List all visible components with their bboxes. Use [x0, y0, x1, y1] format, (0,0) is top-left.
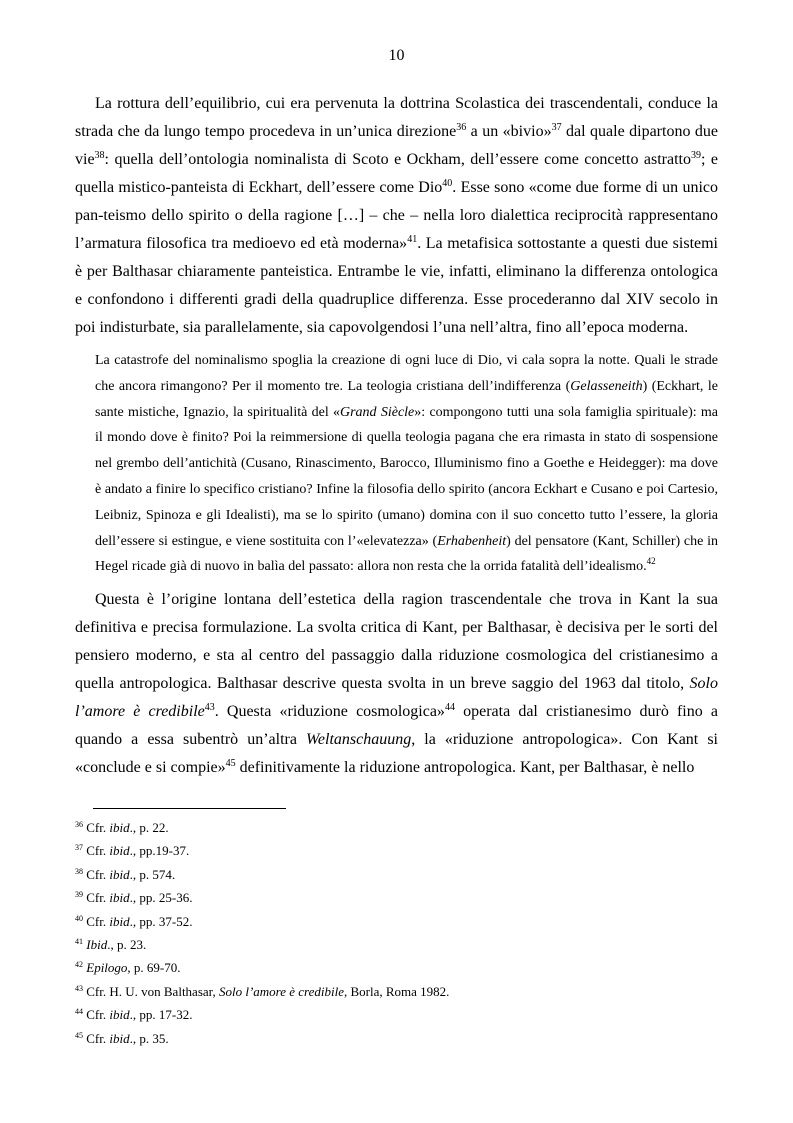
- footnote-text: ., p. 574.: [129, 866, 176, 882]
- footnote: [75, 863, 718, 886]
- block-quote: [95, 348, 718, 580]
- footnote-number: 43: [75, 983, 83, 993]
- text-span: definitivamente la riduzione antropologica. Kant, per Balthasar, è nello: [235, 759, 695, 777]
- footnote-separator: [93, 808, 286, 809]
- footnote-number: 36: [75, 820, 83, 829]
- text-span: La catastrofe del nominalismo spoglia la creazione di ogni luce di Dio, vi cala sopra la notte. Quali le strade che ancora rimangono? Per il momento tre. La teologia cristiana dell’indifferenza (: [95, 353, 718, 394]
- footnote-number: 45: [75, 1030, 83, 1040]
- footnotes: [75, 816, 718, 1050]
- footnote-text: ., p. 22.: [129, 820, 169, 835]
- text-span: operata dal cristianesimo durò fino a quando a essa subentrò un’altra: [75, 703, 719, 749]
- footnote-text: Cfr.: [86, 1007, 110, 1023]
- footnote-ref[interactable]: 38: [94, 150, 105, 161]
- footnote: [75, 1003, 718, 1026]
- footnote: [75, 839, 718, 862]
- footnote-number: 40: [75, 913, 83, 923]
- text-span: . Esse sono «come due forme di un unico pan-teismo dello spirito o della ragione […] – che – nella loro dialettica reciprocità rappresentano l’armatura filosofica tra medioevo ed età moderna»: [75, 179, 718, 252]
- footnote-italic: ibid: [109, 1007, 130, 1023]
- footnote-ref[interactable]: 39: [691, 150, 701, 161]
- page-number: 10: [388, 47, 405, 64]
- footnote-italic: ibid: [109, 913, 130, 929]
- footnote-text: ., pp. 17-32.: [129, 1007, 193, 1023]
- footnote-italic: Epilogo: [86, 960, 128, 976]
- footnote: [75, 1027, 718, 1050]
- footnote-italic: Ibid: [86, 937, 108, 953]
- footnote: [75, 933, 718, 956]
- text-span: ) (Eckhart, le sante mistiche, Ignazio, la spiritualità del «: [95, 378, 718, 420]
- italic-term: Erhabenheit: [437, 533, 507, 549]
- text-span: »: compongono tutti una sola famiglia spirituale): ma il mondo dove è finito? Poi la reimmersione di quella teologia pagana che era rimasta in stato di sospensione nel grembo dell’antichità (Cusano, Rinascimento, Barocco, Illuminismo fino a Goethe e Heidegger): ma dove è andato a finire lo specifico cristiano? Infine la filosofia dello spirito (ancora Eckhart e Cusano e poi Cartesio, Leibniz, Spinoza e gli Idealisti), ma se lo spirito (umano) domina con il suo concetto tutto l’essere, la gloria dell’essere si estingue, e viene sostituita con l’«elevatezza» (: [95, 404, 719, 549]
- text-span: ) del pensatore (Kant, Schiller) che in Hegel ricade già di nuovo in balìa del passato: allora non resta che la orrida fatalità dell’idealismo.: [95, 533, 718, 575]
- italic-term: Weltanschauung: [306, 731, 412, 749]
- footnote-ref[interactable]: 43: [204, 702, 215, 714]
- footnote-italic: Solo l’amore è credibile: [218, 983, 344, 999]
- footnote-number: 39: [75, 890, 83, 900]
- footnote-italic: ibid: [109, 1030, 130, 1046]
- italic-term: Gelasseneith: [570, 378, 643, 394]
- footnote-italic: ibid: [109, 890, 130, 906]
- footnote: [75, 980, 718, 1003]
- footnote-ref[interactable]: 37: [551, 122, 562, 133]
- text-span: Questa è l’origine lontana dell’estetica della ragion trascendentale che trova in Kant la sua definitiva e precisa formulazione. La svolta critica di Kant, per Balthasar, è decisiva per le sorti del pensiero moderno, e sta al centro del passaggio dalla riduzione cosmologica del cristianesimo a quella antropologica. Balthasar descrive questa svolta in un breve saggio del 1963 dal titolo,: [75, 591, 718, 693]
- footnote-ref[interactable]: 45: [225, 758, 236, 770]
- main-text: [75, 90, 718, 782]
- text-span: La rottura dell’equilibrio, cui era pervenuta la dottrina Scolastica dei trascendentali, conduce la strada che da lungo tempo procedeva in un’unica direzione: [75, 95, 718, 140]
- footnote-number: 41: [75, 937, 83, 947]
- text-span: dal quale dipartono due vie: [75, 123, 718, 168]
- footnote-ref[interactable]: 41: [407, 234, 418, 245]
- italic-term: Grand Siècle: [340, 404, 415, 420]
- footnote-ref[interactable]: 36: [456, 122, 467, 133]
- text-span: . La metafisica sottostante a questi due sistemi è per Balthasar chiaramente panteistica. Entrambe le vie, infatti, eliminano la differenza ontologica e confondono i differenti gradi della quadruplice differenza. Esse procederanno dal XIV secolo in poi indisturbate, sia parallelamente, sia capovolgendosi l’una nell’altra, fino all’epoca moderna.: [75, 235, 719, 336]
- footnote-number: 38: [75, 866, 83, 876]
- footnote: [75, 910, 718, 933]
- paragraph-1: [75, 90, 718, 342]
- text-span: a un «bivio»: [466, 123, 552, 140]
- footnote-text: Cfr.: [86, 1030, 110, 1046]
- text-span: . Questa «riduzione cosmologica»: [214, 703, 445, 721]
- footnote-text: Cfr.: [86, 843, 110, 859]
- footnote-text: ., p. 23.: [107, 937, 147, 953]
- paragraph-2: [75, 586, 718, 782]
- footnote-number: 37: [75, 843, 83, 853]
- footnote-text: Cfr. H. U. von Balthasar,: [86, 983, 219, 999]
- footnote-italic: ibid: [109, 866, 130, 882]
- text-span: , la «riduzione antropologica». Con Kant si «conclude e si compie»: [75, 731, 718, 777]
- footnote-text: , Borla, Roma 1982.: [344, 983, 450, 999]
- footnote-text: Cfr.: [86, 913, 110, 929]
- footnote-text: ., pp. 37-52.: [129, 913, 193, 929]
- footnote-italic: ibid: [109, 820, 130, 835]
- footnote-number: 44: [75, 1007, 83, 1017]
- footnote-text: ., pp.19-37.: [129, 843, 190, 859]
- footnote-text: Cfr.: [86, 890, 110, 906]
- footnote-ref[interactable]: 40: [442, 178, 453, 189]
- footnote-text: , p. 69-70.: [127, 960, 181, 976]
- text-span: ; e quella mistico-panteista di Eckhart, dell’essere come Dio: [75, 151, 718, 196]
- footnote-ref[interactable]: 44: [444, 702, 455, 714]
- footnote: [75, 886, 718, 909]
- footnote-text: ., pp. 25-36.: [129, 890, 193, 906]
- footnote-number: 42: [75, 960, 83, 970]
- footnote-text: ., p. 35.: [129, 1030, 169, 1046]
- footnote-italic: ibid: [109, 843, 130, 859]
- text-span: : quella dell’ontologia nominalista di Scoto e Ockham, dell’essere come concetto astratto: [104, 151, 691, 168]
- footnote: [75, 956, 718, 979]
- footnote: [75, 816, 718, 839]
- footnote-text: Cfr.: [86, 820, 110, 835]
- footnote-ref[interactable]: 42: [646, 556, 656, 567]
- footnote-text: Cfr.: [86, 866, 110, 882]
- italic-title: Solo l’amore è credibile: [75, 675, 718, 721]
